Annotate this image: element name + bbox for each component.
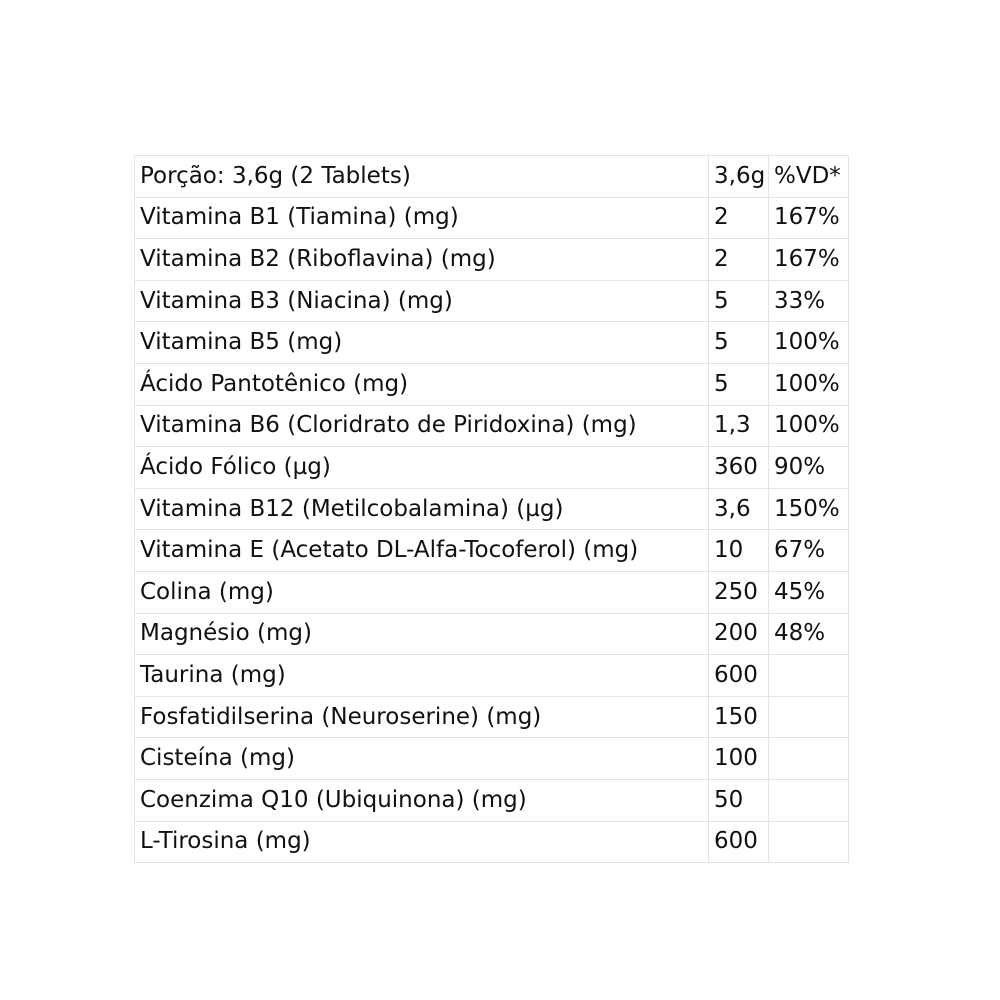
daily-value-cell: 150% <box>769 488 849 530</box>
daily-value-cell <box>769 696 849 738</box>
table-row <box>135 696 849 738</box>
nutrient-amount-cell: 5 <box>709 280 769 322</box>
table-row <box>135 322 849 364</box>
nutrient-amount-cell: 5 <box>709 363 769 405</box>
daily-value-cell: 48% <box>769 613 849 655</box>
nutrient-amount-cell: 5 <box>709 322 769 364</box>
nutrient-name-cell: Vitamina B3 (Niacina) (mg) <box>135 280 709 322</box>
table-row <box>135 197 849 239</box>
table-row <box>135 571 849 613</box>
table-row <box>135 738 849 780</box>
nutrient-amount-cell: 200 <box>709 613 769 655</box>
table-row <box>135 655 849 697</box>
daily-value-cell: 90% <box>769 447 849 489</box>
nutrient-name-cell: Vitamina E (Acetato DL-Alfa-Tocoferol) (mg) <box>135 530 709 572</box>
daily-value-cell: 45% <box>769 571 849 613</box>
nutrient-name-cell: Vitamina B5 (mg) <box>135 322 709 364</box>
nutrient-amount-cell: 2 <box>709 239 769 281</box>
table-row <box>135 280 849 322</box>
table-row <box>135 363 849 405</box>
nutrient-amount-cell: 360 <box>709 447 769 489</box>
nutrient-amount-cell: 600 <box>709 821 769 863</box>
table-body <box>135 156 849 863</box>
nutrient-name-cell: Colina (mg) <box>135 571 709 613</box>
nutrient-name-cell: Vitamina B2 (Riboflavina) (mg) <box>135 239 709 281</box>
nutrient-name-cell: Ácido Pantotênico (mg) <box>135 363 709 405</box>
table-row <box>135 613 849 655</box>
daily-value-cell: 100% <box>769 322 849 364</box>
nutrition-facts-table <box>134 155 849 863</box>
daily-value-cell: 167% <box>769 239 849 281</box>
nutrient-amount-cell: 50 <box>709 779 769 821</box>
daily-value-cell: 167% <box>769 197 849 239</box>
nutrient-name-cell: Vitamina B12 (Metilcobalamina) (µg) <box>135 488 709 530</box>
nutrient-name-cell: Coenzima Q10 (Ubiquinona) (mg) <box>135 779 709 821</box>
nutrient-name-cell: Taurina (mg) <box>135 655 709 697</box>
daily-value-cell <box>769 779 849 821</box>
nutrient-amount-cell: 100 <box>709 738 769 780</box>
nutrient-amount-cell: 10 <box>709 530 769 572</box>
daily-value-cell <box>769 821 849 863</box>
nutrient-amount-cell: 600 <box>709 655 769 697</box>
nutrient-name-cell: Cisteína (mg) <box>135 738 709 780</box>
table-row <box>135 530 849 572</box>
daily-value-header: %VD* <box>769 156 849 198</box>
serving-size-label: Porção: 3,6g (2 Tablets) <box>135 156 709 198</box>
nutrient-amount-cell: 150 <box>709 696 769 738</box>
table-row <box>135 405 849 447</box>
table-row <box>135 779 849 821</box>
daily-value-cell <box>769 655 849 697</box>
nutrient-amount-cell: 250 <box>709 571 769 613</box>
serving-size-amount: 3,6g <box>709 156 769 198</box>
daily-value-cell: 100% <box>769 405 849 447</box>
table-row <box>135 821 849 863</box>
nutrient-amount-cell: 2 <box>709 197 769 239</box>
daily-value-cell: 67% <box>769 530 849 572</box>
nutrient-name-cell: Fosfatidilserina (Neuroserine) (mg) <box>135 696 709 738</box>
nutrient-name-cell: Magnésio (mg) <box>135 613 709 655</box>
daily-value-cell: 33% <box>769 280 849 322</box>
table-row <box>135 239 849 281</box>
nutrient-name-cell: Vitamina B6 (Cloridrato de Piridoxina) (mg) <box>135 405 709 447</box>
nutrient-name-cell: L-Tirosina (mg) <box>135 821 709 863</box>
daily-value-cell <box>769 738 849 780</box>
table-row <box>135 447 849 489</box>
daily-value-cell: 100% <box>769 363 849 405</box>
nutrient-amount-cell: 1,3 <box>709 405 769 447</box>
table-header-row <box>135 156 849 198</box>
nutrient-name-cell: Vitamina B1 (Tiamina) (mg) <box>135 197 709 239</box>
table-row <box>135 488 849 530</box>
nutrient-amount-cell: 3,6 <box>709 488 769 530</box>
nutrient-name-cell: Ácido Fólico (µg) <box>135 447 709 489</box>
